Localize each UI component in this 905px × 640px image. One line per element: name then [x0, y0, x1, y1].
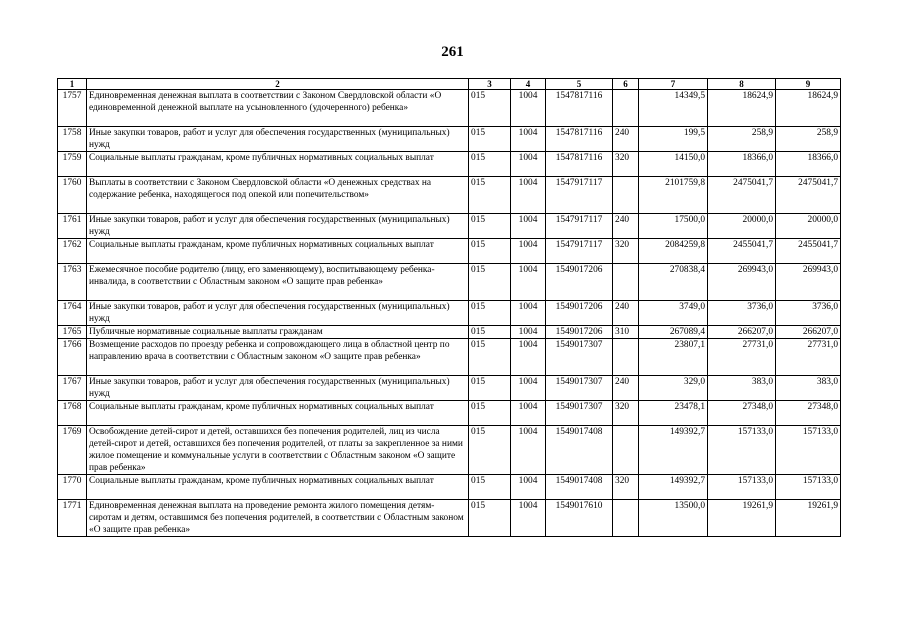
table-row [58, 401, 841, 426]
cell-col9: 19261,9 [776, 500, 841, 537]
cell-col3: 015 [469, 339, 511, 376]
row-number: 1760 [58, 177, 87, 214]
cell-col5: 1549017307 [546, 339, 613, 376]
cell-col4: 1004 [511, 376, 546, 401]
row-name: Ежемесячное пособие родителю (лицу, его заменяющему), воспитывающему ребенка-инвалида, в соответствии с Областным законом «О защите прав ребенка» [87, 264, 469, 301]
cell-col7: 2084259,8 [639, 239, 708, 264]
cell-col5: 1547917117 [546, 214, 613, 239]
cell-col9: 2455041,7 [776, 239, 841, 264]
cell-col7: 14150,0 [639, 152, 708, 177]
cell-col5: 1549017408 [546, 426, 613, 475]
cell-col3: 015 [469, 152, 511, 177]
cell-col9: 2475041,7 [776, 177, 841, 214]
cell-col5: 1549017206 [546, 301, 613, 326]
row-number: 1766 [58, 339, 87, 376]
cell-col6 [613, 90, 639, 127]
row-name: Иные закупки товаров, работ и услуг для обеспечения государственных (муниципальных) нужд [87, 376, 469, 401]
cell-col8: 2475041,7 [708, 177, 776, 214]
cell-col7: 329,0 [639, 376, 708, 401]
cell-col7: 2101759,8 [639, 177, 708, 214]
cell-col9: 266207,0 [776, 326, 841, 339]
header-cell: 1 [58, 79, 87, 90]
table-row [58, 264, 841, 301]
cell-col4: 1004 [511, 339, 546, 376]
table-row [58, 177, 841, 214]
cell-col3: 015 [469, 177, 511, 214]
cell-col7: 267089,4 [639, 326, 708, 339]
cell-col6: 240 [613, 301, 639, 326]
cell-col7: 14349,5 [639, 90, 708, 127]
cell-col5: 1549017307 [546, 376, 613, 401]
table-row [58, 239, 841, 264]
cell-col5: 1547917117 [546, 239, 613, 264]
cell-col4: 1004 [511, 264, 546, 301]
cell-col6 [613, 426, 639, 475]
cell-col3: 015 [469, 239, 511, 264]
row-name: Возмещение расходов по проезду ребенка и сопровождающего лица в областной центр по направлению врача в соответствии с Областным законом «О защите прав ребенка» [87, 339, 469, 376]
row-number: 1770 [58, 475, 87, 500]
cell-col3: 015 [469, 301, 511, 326]
cell-col3: 015 [469, 264, 511, 301]
cell-col8: 258,9 [708, 127, 776, 152]
cell-col3: 015 [469, 500, 511, 537]
cell-col9: 18624,9 [776, 90, 841, 127]
cell-col4: 1004 [511, 500, 546, 537]
row-name: Единовременная денежная выплата в соответствии с Законом Свердловской области «О единовременной денежной выплате на усыновленного (удочеренного) ребенка» [87, 90, 469, 127]
row-name: Освобождение детей-сирот и детей, оставшихся без попечения родителей, лиц из числа детей-сирот и детей, оставшихся без попечения родителей, от платы за закрепленное за ними жилое помещение и коммунальные услуги в соответствии с Областным законом «О защите прав ребенка» [87, 426, 469, 475]
table-row [58, 127, 841, 152]
cell-col5: 1549017307 [546, 401, 613, 426]
cell-col5: 1549017206 [546, 326, 613, 339]
row-number: 1767 [58, 376, 87, 401]
cell-col4: 1004 [511, 90, 546, 127]
budget-table [57, 78, 841, 537]
header-cell: 9 [776, 79, 841, 90]
cell-col8: 157133,0 [708, 426, 776, 475]
cell-col6 [613, 177, 639, 214]
cell-col6: 320 [613, 239, 639, 264]
cell-col6: 310 [613, 326, 639, 339]
cell-col6 [613, 339, 639, 376]
cell-col4: 1004 [511, 301, 546, 326]
cell-col4: 1004 [511, 426, 546, 475]
cell-col4: 1004 [511, 214, 546, 239]
table-row [58, 326, 841, 339]
cell-col6 [613, 500, 639, 537]
cell-col7: 13500,0 [639, 500, 708, 537]
cell-col5: 1547817116 [546, 90, 613, 127]
table-row [58, 475, 841, 500]
cell-col5: 1549017206 [546, 264, 613, 301]
cell-col8: 3736,0 [708, 301, 776, 326]
row-name: Иные закупки товаров, работ и услуг для обеспечения государственных (муниципальных) нужд [87, 214, 469, 239]
cell-col9: 20000,0 [776, 214, 841, 239]
cell-col3: 015 [469, 376, 511, 401]
cell-col7: 3749,0 [639, 301, 708, 326]
header-cell: 3 [469, 79, 511, 90]
table-row [58, 376, 841, 401]
row-name: Единовременная денежная выплата на проведение ремонта жилого помещения детям-сиротам и детям, оставшимся без попечения родителей, в соответствии с Областным законом «О защите прав ребенка» [87, 500, 469, 537]
cell-col4: 1004 [511, 152, 546, 177]
cell-col7: 270838,4 [639, 264, 708, 301]
cell-col8: 2455041,7 [708, 239, 776, 264]
cell-col4: 1004 [511, 127, 546, 152]
cell-col5: 1549017610 [546, 500, 613, 537]
row-name: Иные закупки товаров, работ и услуг для обеспечения государственных (муниципальных) нужд [87, 301, 469, 326]
cell-col7: 149392,7 [639, 426, 708, 475]
cell-col3: 015 [469, 90, 511, 127]
cell-col8: 18624,9 [708, 90, 776, 127]
cell-col9: 27348,0 [776, 401, 841, 426]
page-number: 261 [441, 44, 464, 60]
cell-col6: 320 [613, 152, 639, 177]
cell-col8: 157133,0 [708, 475, 776, 500]
table-row [58, 90, 841, 127]
row-number: 1763 [58, 264, 87, 301]
header-cell: 2 [87, 79, 469, 90]
table-row [58, 426, 841, 475]
cell-col4: 1004 [511, 475, 546, 500]
cell-col9: 157133,0 [776, 426, 841, 475]
cell-col9: 258,9 [776, 127, 841, 152]
cell-col8: 27348,0 [708, 401, 776, 426]
cell-col8: 266207,0 [708, 326, 776, 339]
cell-col9: 383,0 [776, 376, 841, 401]
row-number: 1761 [58, 214, 87, 239]
cell-col7: 23807,1 [639, 339, 708, 376]
cell-col6: 240 [613, 127, 639, 152]
cell-col4: 1004 [511, 177, 546, 214]
cell-col7: 149392,7 [639, 475, 708, 500]
table-row [58, 301, 841, 326]
cell-col9: 27731,0 [776, 339, 841, 376]
cell-col7: 199,5 [639, 127, 708, 152]
row-number: 1757 [58, 90, 87, 127]
row-number: 1765 [58, 326, 87, 339]
cell-col4: 1004 [511, 401, 546, 426]
row-name: Социальные выплаты гражданам, кроме публичных нормативных социальных выплат [87, 401, 469, 426]
row-name: Социальные выплаты гражданам, кроме публичных нормативных социальных выплат [87, 239, 469, 264]
row-number: 1762 [58, 239, 87, 264]
header-cell: 5 [546, 79, 613, 90]
cell-col4: 1004 [511, 239, 546, 264]
cell-col6: 240 [613, 376, 639, 401]
cell-col3: 015 [469, 326, 511, 339]
cell-col4: 1004 [511, 326, 546, 339]
row-name: Социальные выплаты гражданам, кроме публичных нормативных социальных выплат [87, 152, 469, 177]
row-number: 1768 [58, 401, 87, 426]
row-number: 1758 [58, 127, 87, 152]
cell-col5: 1547817116 [546, 127, 613, 152]
header-row [58, 79, 841, 90]
cell-col7: 23478,1 [639, 401, 708, 426]
header-cell: 4 [511, 79, 546, 90]
cell-col8: 383,0 [708, 376, 776, 401]
cell-col3: 015 [469, 214, 511, 239]
table-row [58, 339, 841, 376]
cell-col3: 015 [469, 475, 511, 500]
cell-col8: 19261,9 [708, 500, 776, 537]
cell-col9: 269943,0 [776, 264, 841, 301]
table-row [58, 500, 841, 537]
row-name: Социальные выплаты гражданам, кроме публичных нормативных социальных выплат [87, 475, 469, 500]
row-number: 1764 [58, 301, 87, 326]
header-cell: 8 [708, 79, 776, 90]
cell-col6 [613, 264, 639, 301]
cell-col5: 1547817116 [546, 152, 613, 177]
cell-col3: 015 [469, 127, 511, 152]
row-name: Выплаты в соответствии с Законом Свердловской области «О денежных средствах на содержание ребенка, находящегося под опекой или попечительством» [87, 177, 469, 214]
cell-col6: 320 [613, 475, 639, 500]
cell-col3: 015 [469, 401, 511, 426]
cell-col5: 1549017408 [546, 475, 613, 500]
row-name: Иные закупки товаров, работ и услуг для обеспечения государственных (муниципальных) нужд [87, 127, 469, 152]
row-name: Публичные нормативные социальные выплаты гражданам [87, 326, 469, 339]
cell-col8: 27731,0 [708, 339, 776, 376]
cell-col9: 157133,0 [776, 475, 841, 500]
cell-col8: 269943,0 [708, 264, 776, 301]
table-row [58, 214, 841, 239]
header-cell: 7 [639, 79, 708, 90]
cell-col3: 015 [469, 426, 511, 475]
cell-col9: 18366,0 [776, 152, 841, 177]
cell-col8: 20000,0 [708, 214, 776, 239]
cell-col9: 3736,0 [776, 301, 841, 326]
row-number: 1769 [58, 426, 87, 475]
row-number: 1771 [58, 500, 87, 537]
cell-col8: 18366,0 [708, 152, 776, 177]
cell-col7: 17500,0 [639, 214, 708, 239]
header-cell: 6 [613, 79, 639, 90]
cell-col6: 320 [613, 401, 639, 426]
cell-col5: 1547917117 [546, 177, 613, 214]
row-number: 1759 [58, 152, 87, 177]
cell-col6: 240 [613, 214, 639, 239]
table-row [58, 152, 841, 177]
